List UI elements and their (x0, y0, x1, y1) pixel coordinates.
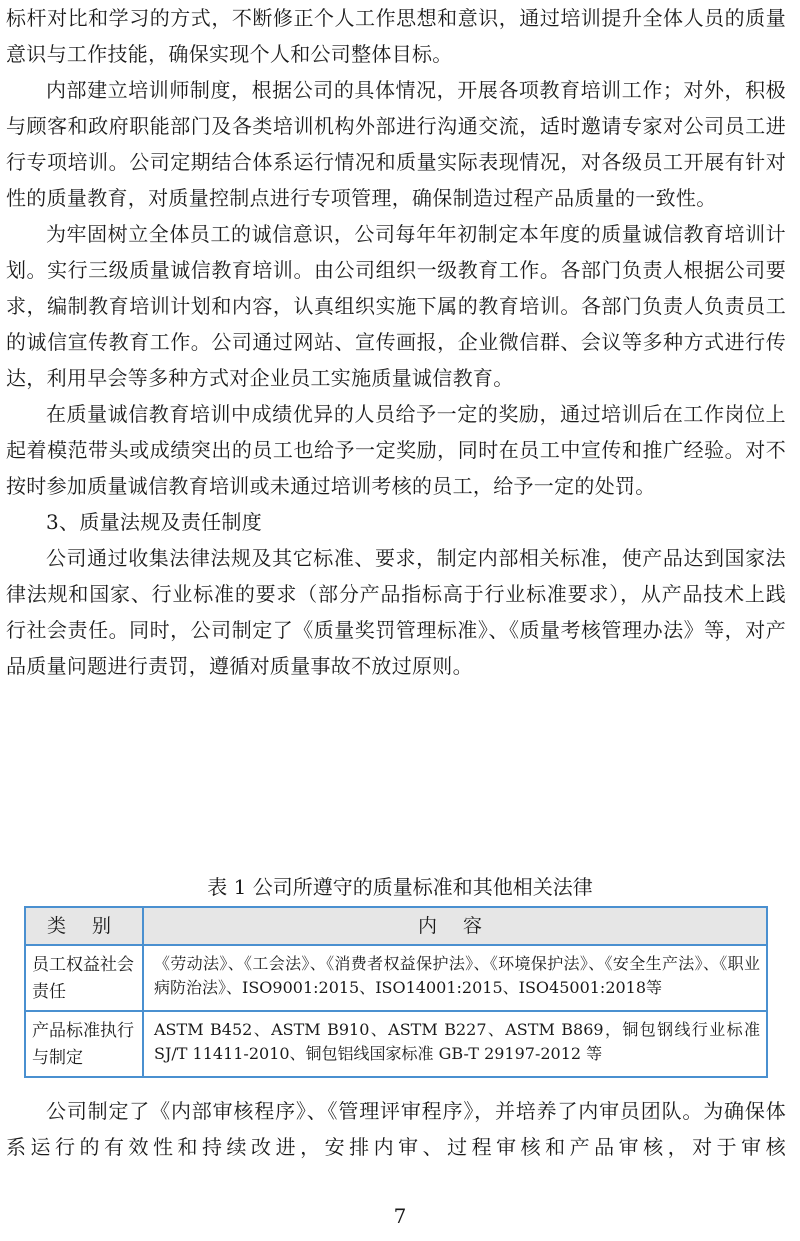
table-row (25, 1011, 767, 1077)
table-cell-content: 《劳动法》、《工会法》、《消费者权益保护法》、《环境保护法》、《安全生产法》、《职业病防治法》、ISO9001:2015、ISO14001:2015、ISO45001:2018等 (143, 945, 767, 1011)
table-cell-content: ASTM B452、ASTM B910、ASTM B227、ASTM B869，铜包钢线行业标准 SJ/T 11411-2010、铜包铝线国家标准 GB-T 29197-2012 等 (143, 1011, 767, 1077)
paragraph-rewards-penalties: 在质量诚信教育培训中成绩优异的人员给予一定的奖励，通过培训后在工作岗位上起着模范带头或成绩突出的员工也给予一定奖励，同时在员工中宣传和推广经验。对不按时参加质量诚信教育培训或未通过培训考核的员工，给予一定的处罚。 (6, 402, 786, 498)
table-caption: 表 1 公司所遵守的质量标准和其他相关法律 (207, 875, 593, 899)
paragraph-continuation: 标杆对比和学习的方式，不断修正个人工作思想和意识，通过培训提升全体人员的质量意识与工作技能，确保实现个人和公司整体目标。 (6, 6, 786, 66)
table-row (25, 945, 767, 1011)
paragraph-training-system: 内部建立培训师制度，根据公司的具体情况，开展各项教育培训工作；对外，积极与顾客和政府职能部门及各类培训机构外部进行沟通交流，适时邀请专家对公司员工进行专项培训。公司定期结合体系运行情况和质量实际表现情况，对各级员工开展有针对性的质量教育，对质量控制点进行专项管理，确保制造过程产品质量的一致性。 (6, 78, 786, 210)
table-cell-category: 员工权益社会责任 (25, 945, 143, 1011)
table-header-row (25, 907, 767, 945)
section-heading-quality-regulations: 3、质量法规及责任制度 (46, 510, 263, 534)
table-header-content: 内 容 (143, 907, 767, 945)
paragraph-internal-audit: 公司制定了《内部审核程序》、《管理评审程序》，并培养了内审员团队。为确保体系运行的有效性和持续改进，安排内审、过程审核和产品审核，对于审核 (6, 1099, 786, 1159)
paragraph-regulations: 公司通过收集法律法规及其它标准、要求，制定内部相关标准，使产品达到国家法律法规和国家、行业标准的要求（部分产品指标高于行业标准要求），从产品技术上践行社会责任。同时，公司制定了《质量奖罚管理标准》、《质量考核管理办法》等，对产品质量问题进行责罚，遵循对质量事故不放过原则。 (6, 546, 786, 678)
body-text-bottom (6, 1093, 786, 1165)
table-cell-category: 产品标准执行与制定 (25, 1011, 143, 1077)
standards-table (24, 906, 768, 1078)
body-text-top (6, 0, 786, 684)
page-number: 7 (393, 1204, 407, 1228)
paragraph-integrity-training: 为牢固树立全体员工的诚信意识，公司每年年初制定本年度的质量诚信教育培训计划。实行三级质量诚信教育培训。由公司组织一级教育工作。各部门负责人根据公司要求，编制教育培训计划和内容，认真组织实施下属的教育培训。各部门负责人负责员工的诚信宣传教育工作。公司通过网站、宣传画报，企业微信群、会议等多种方式进行传达，利用早会等多种方式对企业员工实施质量诚信教育。 (6, 222, 786, 390)
table-header-category: 类 别 (25, 907, 143, 945)
